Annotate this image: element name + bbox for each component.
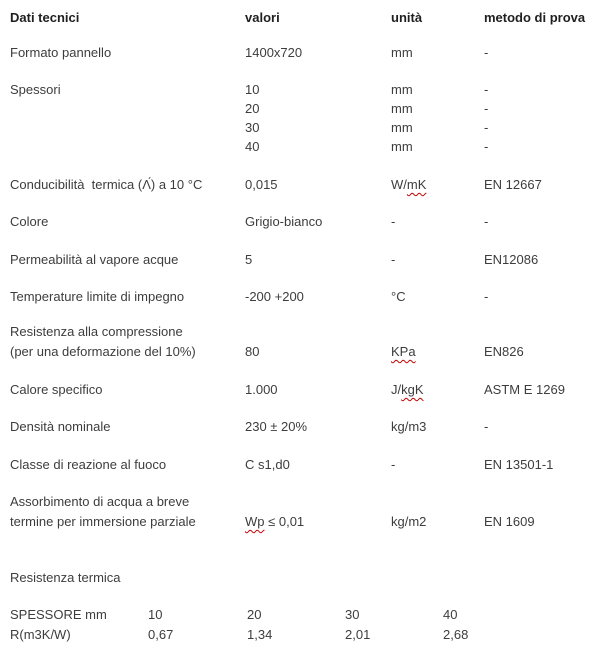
row-resistenza-compressione-line-1 [10, 322, 594, 341]
cell-value: 10 [148, 607, 163, 622]
row-classe-reazione-fuoco [10, 455, 594, 474]
cell-label-empty [10, 118, 245, 137]
row-r-m3k-w [10, 625, 594, 644]
cell-unit: mm [391, 82, 413, 97]
row-temperature-limite [10, 287, 594, 306]
cell-method: - [484, 139, 489, 154]
cell-value: 5 [245, 252, 253, 267]
cell-unit: - [391, 457, 396, 472]
row-spessori-line-1 [10, 80, 594, 99]
cell-method: EN826 [484, 344, 524, 359]
row-conducibilita-termica [10, 175, 594, 194]
cell-method: EN12086 [484, 252, 539, 267]
row-calore-specifico [10, 380, 594, 399]
cell-method: - [484, 419, 489, 434]
unit-misspelled-text: kgK [401, 382, 424, 397]
column-header-metodo-di-prova: metodo di prova [484, 10, 586, 25]
cell-unit [391, 175, 484, 194]
cell-value: 2,01 [345, 627, 371, 642]
cell-value: 1.000 [245, 382, 278, 397]
row-densita-nominale [10, 417, 594, 436]
cell-label: Assorbimento di acqua a breve [10, 494, 190, 509]
cell-method: ASTM E 1269 [484, 382, 565, 397]
cell-method: - [484, 214, 489, 229]
cell-value: 30 [345, 607, 360, 622]
cell-value: 80 [245, 344, 260, 359]
cell-value: 1400x720 [245, 45, 303, 60]
cell-unit: - [391, 214, 396, 229]
cell-label: Densità nominale [10, 419, 111, 434]
cell-unit: °C [391, 289, 406, 304]
cell-unit: kg/m3 [391, 419, 427, 434]
cell-value: C s1,d0 [245, 457, 290, 472]
row-colore [10, 212, 594, 231]
row-formato-pannello [10, 43, 594, 62]
cell-label: SPESSORE mm [10, 607, 107, 622]
row-spessori-line-2 [10, 99, 594, 118]
cell-value: 10 [245, 82, 260, 97]
cell-label: Conducibilità termica (Λ́) a 10 °C [10, 177, 203, 192]
column-header-valori: valori [245, 10, 280, 25]
cell-method: EN 12667 [484, 177, 542, 192]
cell-unit: mm [391, 120, 413, 135]
column-header-dati-tecnici: Dati tecnici [10, 10, 80, 25]
value-rest: ≤ 0,01 [264, 514, 305, 529]
cell-label: Temperature limite di impegno [10, 289, 185, 304]
cell-method: - [484, 82, 489, 97]
cell-value: 20 [247, 607, 262, 622]
cell-unit: mm [391, 101, 413, 116]
row-assorbimento-acqua-line-2 [10, 512, 594, 531]
cell-label: Formato pannello [10, 45, 112, 60]
row-assorbimento-acqua-line-1 [10, 492, 594, 511]
cell-value: 230 ± 20% [245, 419, 308, 434]
cell-method: - [484, 289, 489, 304]
cell-label: (per una deformazione del 10%) [10, 344, 196, 359]
cell-method: - [484, 45, 489, 60]
row-resistenza-compressione-line-2 [10, 342, 594, 361]
cell-label: termine per immersione parziale [10, 514, 196, 529]
cell-value [245, 512, 391, 531]
section-title-resistenza-termica [10, 568, 594, 587]
unit-misspelled-text: KPa [391, 344, 416, 359]
cell-value: 0,67 [148, 627, 174, 642]
unit-prefix: J/ [391, 382, 402, 397]
cell-label: Classe di reazione al fuoco [10, 457, 167, 472]
section-title-text: Resistenza termica [10, 570, 121, 585]
cell-value: 2,68 [443, 627, 469, 642]
cell-value: -200 +200 [245, 289, 304, 304]
row-spessori-line-3 [10, 118, 594, 137]
cell-unit [391, 380, 484, 399]
cell-value: 40 [245, 139, 260, 154]
cell-method: EN 13501-1 [484, 457, 554, 472]
cell-value: Grigio-bianco [245, 214, 323, 229]
column-header-unita: unità [391, 10, 423, 25]
cell-unit [391, 342, 484, 361]
cell-value: 20 [245, 101, 260, 116]
row-spessori-line-4 [10, 137, 594, 156]
cell-label: Colore [10, 214, 49, 229]
cell-unit: mm [391, 139, 413, 154]
cell-method: - [484, 101, 489, 116]
cell-label: Resistenza alla compressione [10, 324, 183, 339]
row-permeabilita-vapore [10, 250, 594, 269]
cell-value: 30 [245, 120, 260, 135]
cell-label: Calore specifico [10, 382, 103, 397]
cell-method: - [484, 120, 489, 135]
cell-label: R(m3K/W) [10, 627, 71, 642]
value-misspelled-text: Wp [245, 514, 265, 529]
cell-unit: kg/m2 [391, 514, 427, 529]
cell-value: 1,34 [247, 627, 273, 642]
cell-unit: mm [391, 45, 413, 60]
cell-unit: - [391, 252, 396, 267]
cell-method: EN 1609 [484, 514, 535, 529]
row-spessore-mm [10, 605, 594, 624]
cell-value: 0,015 [245, 177, 278, 192]
unit-prefix: W/ [391, 177, 407, 192]
cell-value: 40 [443, 607, 458, 622]
cell-label-empty [10, 99, 245, 118]
cell-label: Permeabilità al vapore acque [10, 252, 179, 267]
cell-label: Spessori [10, 82, 61, 97]
unit-misspelled-text: mK [406, 177, 427, 192]
table-header-row [10, 8, 594, 27]
cell-label-empty [10, 137, 245, 156]
